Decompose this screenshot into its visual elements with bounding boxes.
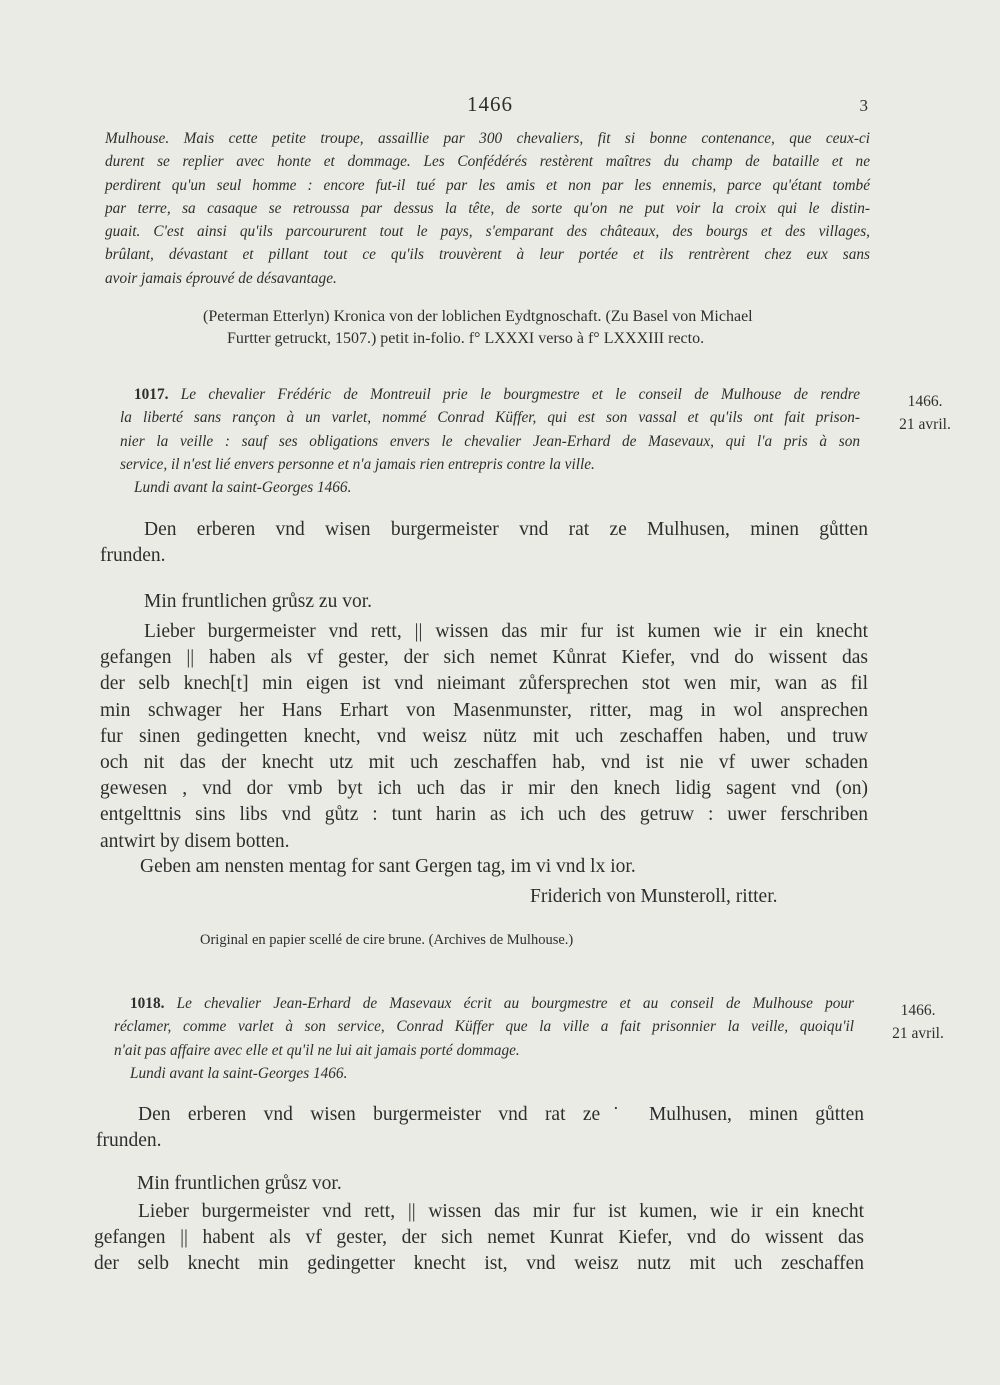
letter-line: der selb knecht min gedingetter knecht ist, vnd weisz nutz mit uch zeschaffen	[94, 1253, 864, 1275]
entry-1017-closing: Geben am nensten mentag for sant Gergen tag, im vi vnd lx ior.	[140, 856, 636, 877]
intro-line: Mulhouse. Mais cette petite troupe, assaillie par 300 chevaliers, fit si bonne contenance, que ceux-ci	[105, 130, 870, 147]
address-line: frunden.	[96, 1130, 162, 1152]
address-line: Den erberen vnd wisen burgermeister vnd rat ze˙ Mulhusen, minen gůtten	[138, 1104, 864, 1125]
entry-1017-letter-body	[100, 619, 868, 855]
date-line: Lundi avant la saint-Georges 1466.	[130, 1064, 348, 1082]
margin-year: 1466.	[907, 393, 943, 410]
entry-1018-greeting: Min fruntlichen grůsz vor.	[137, 1173, 342, 1194]
letter-line: entgelttnis sins libs vnd gůtz : tunt harin as ich uch des getruw : uwer ferschriben	[100, 804, 868, 826]
letter-line: gefangen || habent als vf gester, der sich nemet Kunrat Kiefer, vnd do wissent das	[94, 1227, 864, 1249]
intro-line: avoir jamais éprouvé de désavantage.	[105, 269, 337, 287]
summary-line: n'ait pas affaire avec elle et qu'il ne lui ait jamais porté dommage.	[114, 1041, 520, 1059]
date-line: Lundi avant la saint-Georges 1466.	[134, 479, 352, 497]
letter-line: antwirt by disem botten.	[100, 830, 290, 852]
intro-line: brûlant, dévastant et pillant tout ce qu'ils trouvèrent à leur portée et ils rentrèrent chez eux sans	[105, 246, 870, 264]
source-line: (Peterman Etterlyn) Kronica von der loblichen Eydtgnoschaft. (Zu Basel von Michael	[203, 308, 753, 325]
entry-1017-margin-date	[880, 390, 970, 436]
entry-1018-address	[96, 1102, 864, 1154]
intro-line: perdirent qu'un seul homme : encore fut-il tué par les amis et non par les ennemis, parce qu'étant tombé	[105, 176, 870, 194]
address-line: frunden.	[100, 545, 166, 567]
margin-year: 1466.	[900, 1002, 936, 1019]
letter-line: der selb knech[t] min eigen ist vnd nieimant zůfersprechen stot wen mir, wan as fil	[100, 673, 868, 695]
source-citation	[203, 306, 883, 350]
margin-day: 21 avril.	[899, 416, 951, 433]
summary-line: la liberté sans rançon à un varlet, nommé Conrad Küffer, qui est son vassal et qu'ils ont fait prison-	[120, 409, 860, 427]
letter-line: Lieber burgermeister vnd rett, || wissen das mir fur ist kumen wie ir ein knecht	[144, 621, 868, 642]
letter-line: Lieber burgermeister vnd rett, || wissen das mir fur ist kumen, wie ir ein knecht	[138, 1201, 864, 1222]
entry-1017-archive-note: Original en papier scellé de cire brune. (Archives de Mulhouse.)	[200, 932, 574, 948]
letter-line: och nit das der knecht utz mit uch zeschaffen hab, vnd ist nie vf uwer schaden	[100, 752, 868, 774]
running-header-year: 1466	[467, 92, 513, 116]
entry-number: 1017.	[134, 386, 169, 403]
intro-line: durent se replier avec honte et dommage. Les Confédérés restèrent maîtres du champ de bataille et ne	[105, 153, 870, 171]
letter-line: min schwager her Hans Erhart von Masenmunster, ritter, mag in wol ansprechen	[100, 699, 868, 721]
intro-line: guait. C'est ainsi qu'ils parcoururent tout le pays, s'emparant des châteaux, des bourgs et des villages,	[105, 223, 870, 241]
letter-line: fur sinen gedingetten knecht, vnd weisz nütz mit uch zeschaffen haben, und truw	[100, 725, 868, 747]
margin-day: 21 avril.	[892, 1025, 944, 1042]
summary-line: Le chevalier Frédéric de Montreuil prie le bourgmestre et le conseil de Mulhouse de rendre	[180, 386, 860, 403]
intro-line: par terre, sa casaque se retroussa par dessus la tête, de sorte qu'on ne put voir la croix qui le distin-	[105, 199, 870, 217]
page-number: 3	[859, 96, 868, 115]
entry-1018-summary	[114, 992, 854, 1085]
entry-1017-signature: Friderich von Munsteroll, ritter.	[530, 886, 778, 907]
letter-line: gewesen , vnd dor vmb byt ich uch das ir mir den knech lidig sagent vnd (on)	[100, 778, 868, 800]
entry-1017-summary	[120, 383, 860, 499]
summary-line: Le chevalier Jean-Erhard de Masevaux écrit au bourgmestre et au conseil de Mulhouse pour	[176, 995, 854, 1012]
summary-line: nier la veille : sauf ses obligations envers le chevalier Jean-Erhard de Masevaux, qui l'a pris à son	[120, 432, 860, 450]
entry-number: 1018.	[130, 995, 165, 1012]
address-line: Den erberen vnd wisen burgermeister vnd rat ze Mulhusen, minen gůtten	[144, 519, 868, 540]
source-line: Furtter getruckt, 1507.) petit in-folio. f° LXXXI verso à f° LXXXIII recto.	[227, 330, 705, 347]
entry-1017-address	[100, 517, 868, 569]
summary-line: réclamer, comme varlet à son service, Conrad Küffer que la ville a fait prisonnier la veille, quoiqu'il	[114, 1018, 854, 1036]
entry-1017-greeting: Min fruntlichen grůsz zu vor.	[144, 591, 372, 612]
entry-1018-margin-date	[873, 999, 963, 1045]
intro-paragraph	[105, 127, 870, 290]
letter-line: gefangen || haben als vf gester, der sich nemet Kůnrat Kiefer, vnd do wissent das	[100, 647, 868, 669]
entry-1018-letter-body	[94, 1199, 864, 1278]
summary-line: service, il n'est lié envers personne et n'a jamais rien entrepris contre la ville.	[120, 455, 595, 473]
